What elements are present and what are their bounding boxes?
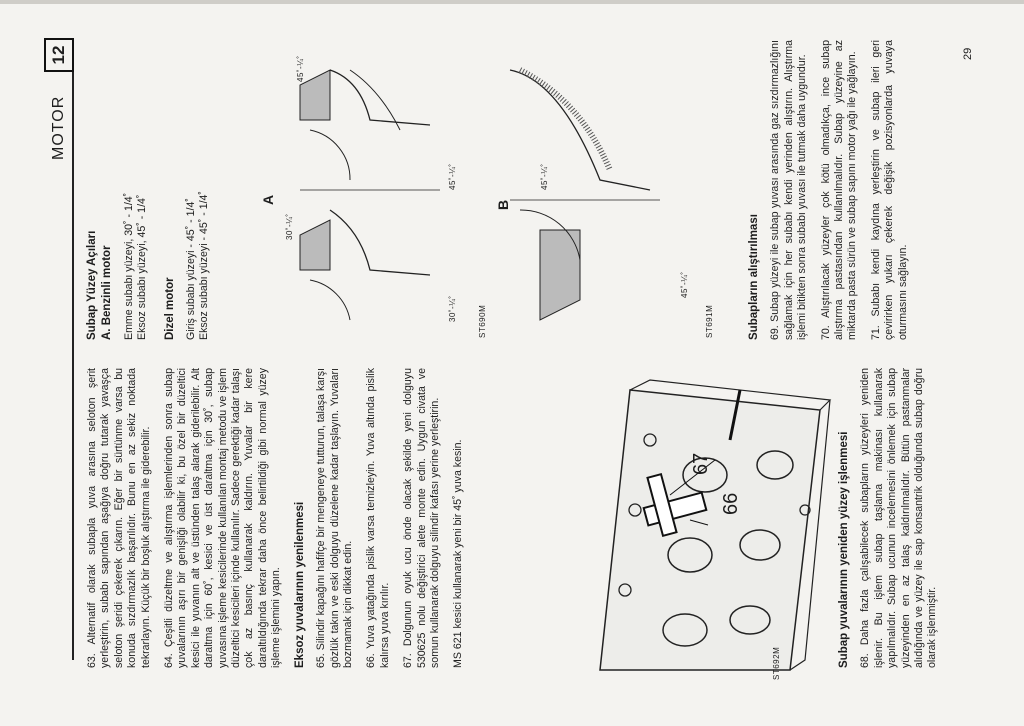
- col2-angles-text: [86, 40, 222, 340]
- angle-label-45-a: 45˚-¼˚: [296, 55, 305, 82]
- page-number: 29: [962, 47, 974, 60]
- resurface-heading: Subap yuvalarının yeniden yüzey işlenmesi: [838, 431, 850, 668]
- scan-edge: [0, 0, 1024, 4]
- callout-67: 67: [690, 452, 712, 475]
- paragraph-65: 65. Silindir kapağını hafifçe bir mengeneye tutturun, talaşa karşı gözlük takın ve eski dolguyu düzelene kadar taşlayın. Yuvaları bozmamak için dikkat edin.: [315, 368, 354, 668]
- paragraph-71: 71. Subabı kendi kaydına yerleştirin ve subap ileri geri çevirirken yukarı çekerek değişik pozisyonlarda yuvaya oturmasını sağlayın.: [869, 40, 909, 340]
- exhaust-petrol-spec: Eksoz subabı yüzeyi, 45˚ - 1/4˚: [136, 194, 149, 340]
- chapter-number-box: 12: [44, 38, 74, 72]
- exhaust-seat-heading: Eksoz yuvalarının yenilenmesi: [293, 501, 306, 668]
- cylinder-head-drawing: [590, 380, 830, 680]
- petrol-engine-heading: A. Benzinli motor: [101, 245, 114, 340]
- valve-diagram-a: [290, 60, 470, 330]
- col2-lapping-text: [748, 40, 920, 340]
- col1-lower-text: [838, 368, 950, 668]
- angle-label-45-b: 45˚-¼˚: [540, 163, 549, 190]
- diagram-label-b: B: [495, 199, 511, 210]
- lapping-heading: Subapların alıştırılması: [748, 214, 760, 340]
- paragraph-64: 64. Çeşitli düzeltme ve alıştırma işlemlerinden sonra subap yuvalarının aşırı bir genişliği olabilir ki, bu özel bir düzeltici kesici ile yuvanın alt ve üstünden talaş alarak giderilebilir. Alt daraltma için 60˚, kesici ve üst daraltma için 30˚, subap yuvasına işleme kesicilerinde kullanılan montaj metodu ve işlem düzeltici kesicileri içinde kullanılır. Sadece gerektiği kadar talaşı çok az basınç kullanarak kaldırın. Yuvalar bir kere daraltıldığında tekrar daha önce belirtildiği gibi normal yüzey işleme işlemini yapın.: [163, 368, 283, 668]
- figure-caption-st692m: ST692M: [772, 646, 781, 680]
- header-rule: [72, 40, 74, 660]
- valve-angles-heading: Subap Yüzey Açıları: [86, 230, 98, 340]
- angle-label-45-a-lower: 45˚-¼˚: [448, 163, 457, 190]
- paragraph-63: 63. Alternatif olarak subapla yuva arasına seloton şerit yerleştirin, subabı sapından aşağıya doğru tutarak yavaşça seloton şeridi çekerek çıkarın. Eğer bir sürtünme varsa bu konuda sızdırmazlık başarılıdır. Bunu en az sekiz noktada tekrarlayın. Küçük bir boşluk alıştırma ile giderebilir.: [86, 368, 152, 668]
- diagram-label-a: A: [260, 194, 276, 205]
- diesel-engine-heading: Dizel motor: [163, 277, 176, 340]
- angle-label-30-a-top: 30˚-¼˚: [285, 213, 294, 240]
- figure-caption-st691m: ST691M: [705, 304, 714, 338]
- section-title: MOTOR: [50, 95, 67, 160]
- valve-diagram-b: [500, 60, 670, 330]
- paragraph-67: 67. Dolgunun oyuk ucu önde olacak şekilde yeni dolguyu 530625 nolu değiştirici alete monte edin. Uygun civata ve somun kullanarak dolguyu silindir kafası yerine yerleştirin.: [402, 368, 441, 668]
- intake-diesel-spec: Giriş subabı yüzeyi - 45˚ - 1/4˚: [185, 198, 198, 340]
- col1-upper-text: [86, 368, 476, 668]
- angle-label-45-b-lower: 45˚-¼˚: [680, 271, 689, 298]
- exhaust-diesel-spec: Eksoz subabı yüzeyi - 45˚ - 1/4˚: [198, 191, 211, 340]
- callout-66: 66: [720, 492, 742, 515]
- figure-caption-st690m: ST690M: [478, 304, 487, 338]
- paragraph-66: 66. Yuva yatağında pislik varsa temizleyin. Yuva altında pislik kalırsa yuva kırılır.: [365, 368, 391, 668]
- paragraph-70: 70. Alıştırılacak yüzeyler çok kötü olmadıkça, ince subap alıştırma pastasından kullanılmalıdır. Subap yüzeyine az miktarda pasta sürün ve subap sapını motor yağı ile yağlayın.: [819, 40, 859, 340]
- angle-label-30-a: 30˚-¼˚: [448, 295, 457, 322]
- ms621-note: MS 621 kesici kullanarak yeni bir 45˚ yuva kesin.: [452, 439, 465, 668]
- paragraph-69: 69. Subap yüzeyi ile subap yuvası arasında gaz sızdırmazlığını sağlamak için her subabı kendi yerinden alıştırın. Alıştırma işlemi bitikten sonra subabı yuvası ile tutmak daha uygundur.: [769, 40, 809, 340]
- intake-petrol-spec: Emme subabı yüzeyi, 30˚ - 1/4˚: [122, 192, 135, 340]
- paragraph-68: 68. Daha fazla çalışabilecek subapların yüzeyleri yeniden işlenir. Bu işlem subap taşlama makinası kullanarak yapılmalıdır. Subap ucunun incelemesini önlemek için subap yüzeyinden en az talaş kaldırılmalıdır. Bütün pastanmalar alıdığında ve yüzey ile sap konsantrik olduğunda subap doğru olarak işlenmiştir.: [859, 368, 939, 668]
